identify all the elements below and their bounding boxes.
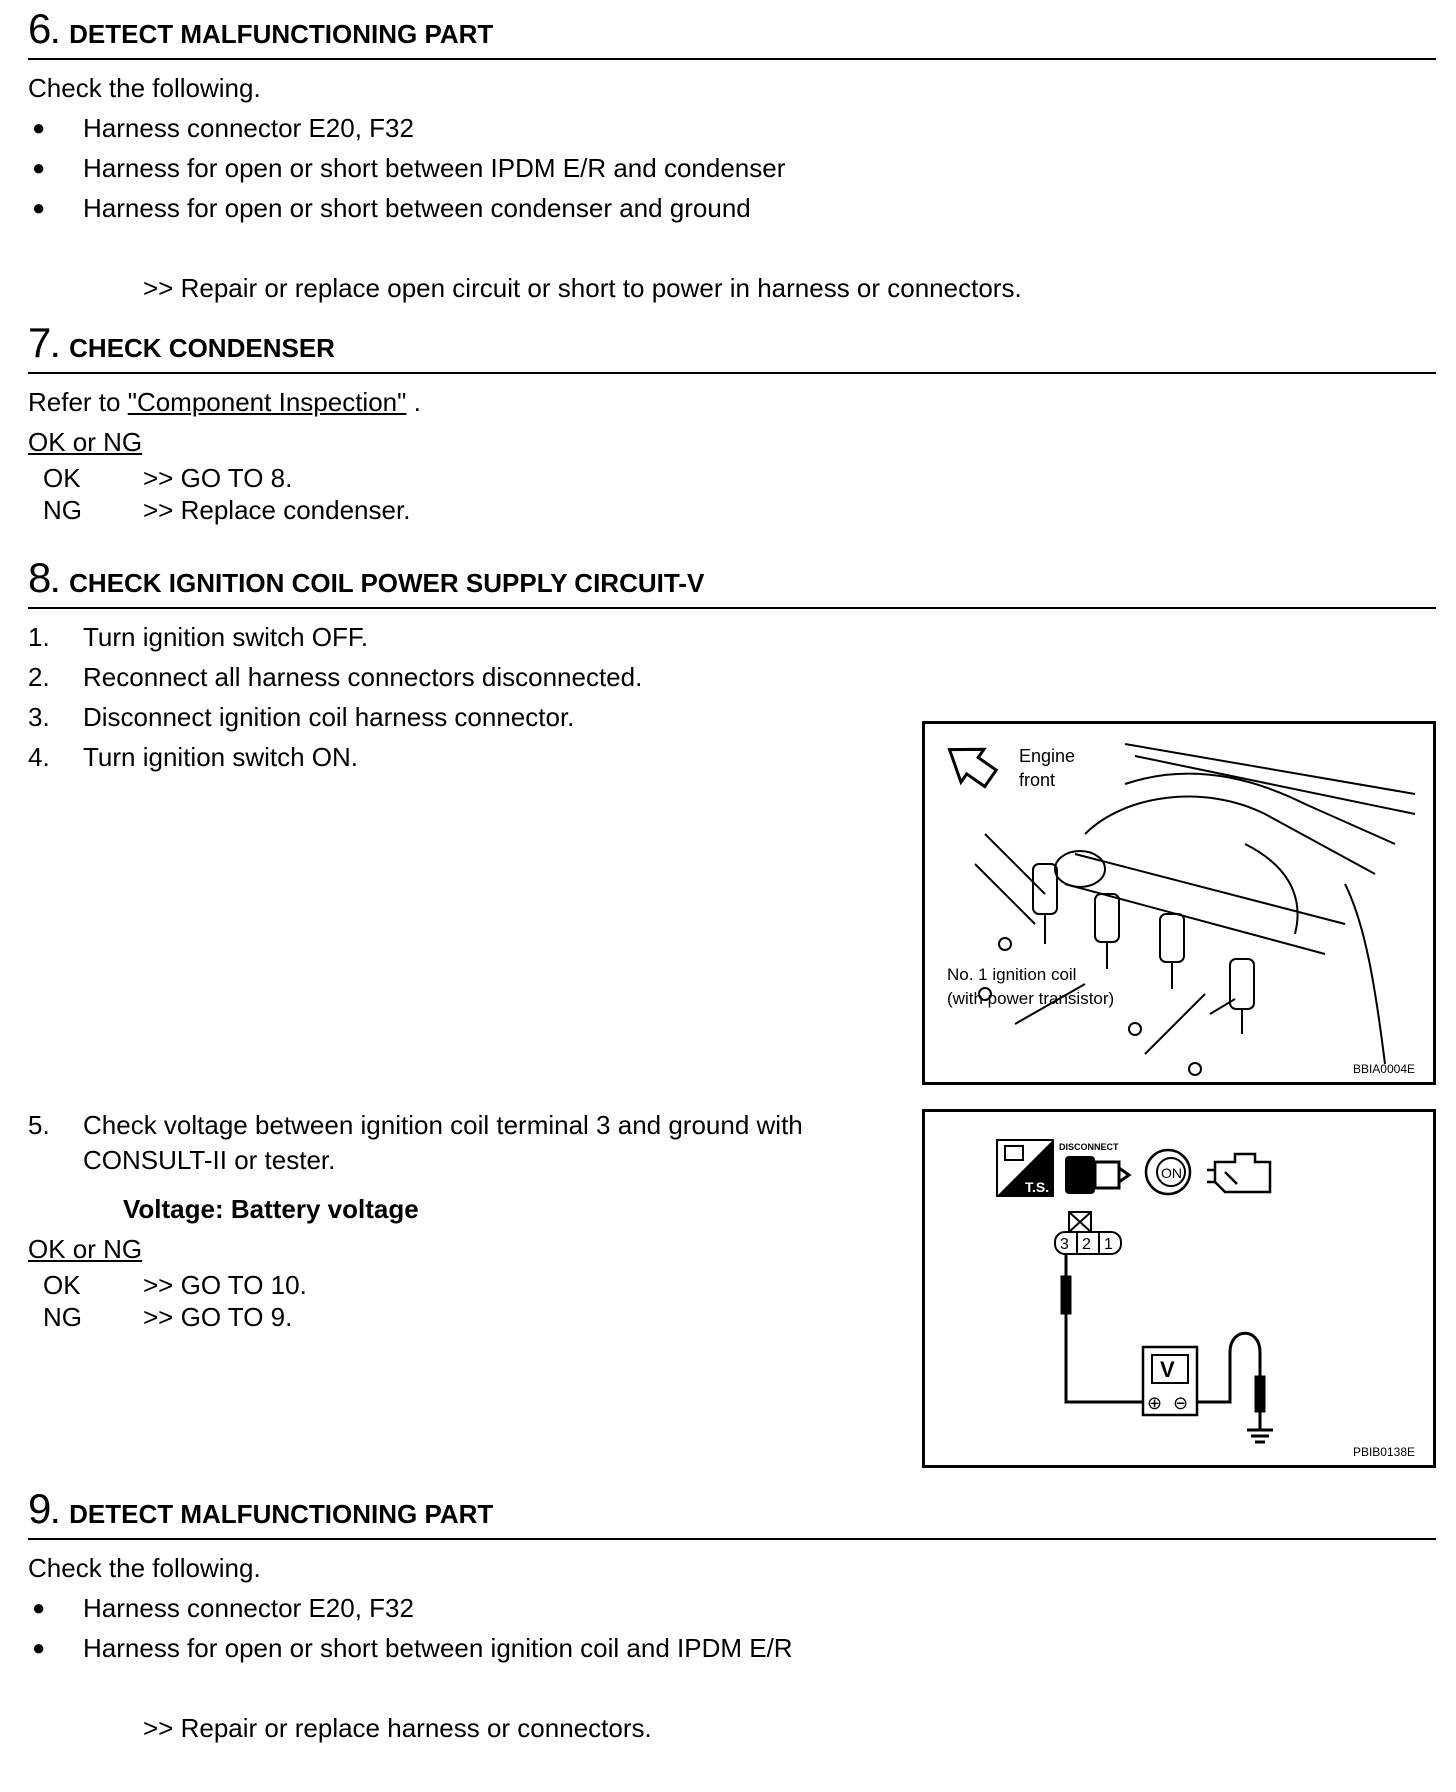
section-9-action: >> Repair or replace harness or connectors. [143, 1713, 652, 1743]
ok-or-ng-heading: OK or NG [28, 1234, 143, 1264]
section-6-action: >> Repair or replace open circuit or short to power in harness or connectors. [143, 273, 1022, 303]
voltage-spec: Voltage: Battery voltage [123, 1194, 419, 1224]
section-9-number: 9 [28, 1485, 52, 1532]
section-6-header [28, 5, 1436, 60]
bullet-icon: ● [32, 195, 46, 220]
ignition-coil-figure [922, 721, 1436, 1085]
ng-result: NG >> Replace condenser. [43, 495, 411, 525]
svg-text:V: V [1160, 1357, 1175, 1382]
section-8-number: 8 [28, 554, 52, 601]
figure-code: BBIA0004E [1352, 1062, 1415, 1076]
svg-text:T.S.: T.S. [1025, 1179, 1050, 1195]
section-9-title: DETECT MALFUNCTIONING PART [69, 1499, 494, 1529]
refer-line: Refer to "Component Inspection" . [28, 387, 421, 417]
step-item: 3. Disconnect ignition coil harness connector. [28, 702, 575, 732]
figure-code: PBIB0138E [1352, 1445, 1415, 1459]
ts-icon [997, 1140, 1053, 1196]
label-front: front [1019, 770, 1056, 790]
svg-text:⊖: ⊖ [1173, 1393, 1189, 1414]
step-5: 5. Check voltage between ignition coil terminal 3 and ground with CONSULT-II or tester. Voltage: Battery voltage OK or NG OK >> GO TO 10. NG >> GO TO 9. [28, 1105, 908, 1333]
voltage-check-figure [922, 1109, 1436, 1468]
section-6-number: 6 [28, 5, 52, 52]
section-7 [28, 319, 1436, 526]
section-8-title: CHECK IGNITION COIL POWER SUPPLY CIRCUIT-V [69, 568, 705, 598]
section-9-intro: Check the following. [28, 1553, 261, 1583]
bullet-icon: ● [32, 1635, 46, 1660]
list-item: ● Harness for open or short between condenser and ground [28, 188, 1436, 228]
section-8-header [28, 554, 1436, 609]
voltage-check-diagram [925, 1112, 1433, 1465]
ok-or-ng-heading: OK or NG [28, 427, 143, 457]
engine-icon [1207, 1154, 1270, 1192]
list-item: ● Harness for open or short between ignition coil and IPDM E/R [28, 1628, 1436, 1668]
connector-icon [1055, 1212, 1121, 1254]
step-item: 1. Turn ignition switch OFF. [28, 622, 369, 652]
engine-illustration [925, 724, 1433, 1082]
list-item: ● Harness for open or short between IPDM E/R and condenser [28, 148, 1436, 188]
section-6-intro: Check the following. [28, 73, 261, 103]
section-7-header [28, 319, 1436, 374]
svg-text:ON: ON [1161, 1165, 1182, 1181]
section-dot: . [51, 18, 60, 49]
label-engine: Engine [1019, 746, 1076, 766]
engine-front-arrow-icon [938, 733, 1002, 794]
ok-result: OK >> GO TO 8. [43, 463, 293, 493]
voltmeter-icon [1143, 1347, 1197, 1415]
engine-drawing [975, 744, 1415, 1075]
section-dot: . [51, 567, 60, 598]
label-power-transistor: (with power transistor) [947, 989, 1115, 1008]
section-7-title: CHECK CONDENSER [69, 333, 335, 363]
terminal-1: 1 [1104, 1236, 1113, 1253]
section-6 [28, 5, 1436, 308]
section-6-title: DETECT MALFUNCTIONING PART [69, 19, 494, 49]
step-item: 4. Turn ignition switch ON. [28, 742, 359, 772]
disconnect-icon [1059, 1142, 1129, 1194]
step-item: 2. Reconnect all harness connectors disconnected. [28, 662, 643, 692]
section-9-header [28, 1485, 1436, 1540]
section-dot: . [51, 332, 60, 363]
terminal-3: 3 [1060, 1236, 1069, 1253]
terminal-2: 2 [1082, 1236, 1091, 1253]
ng-result: NG >> GO TO 9. [43, 1302, 293, 1332]
list-item: ● Harness connector E20, F32 [28, 108, 1436, 148]
component-inspection-link[interactable]: "Component Inspection" [127, 387, 407, 417]
label-no1-coil: No. 1 ignition coil [947, 965, 1077, 984]
bullet-icon: ● [32, 1595, 46, 1620]
svg-text:DISCONNECT: DISCONNECT [1059, 1142, 1119, 1152]
section-7-number: 7 [28, 319, 52, 366]
section-9 [28, 1485, 1436, 1748]
bullet-icon: ● [32, 155, 46, 180]
bullet-icon: ● [32, 115, 46, 140]
ignition-on-icon [1146, 1150, 1190, 1194]
svg-text:⊕: ⊕ [1147, 1393, 1163, 1414]
ok-result: OK >> GO TO 10. [43, 1270, 307, 1300]
list-item: ● Harness connector E20, F32 [28, 1588, 1436, 1628]
section-dot: . [51, 1498, 60, 1529]
